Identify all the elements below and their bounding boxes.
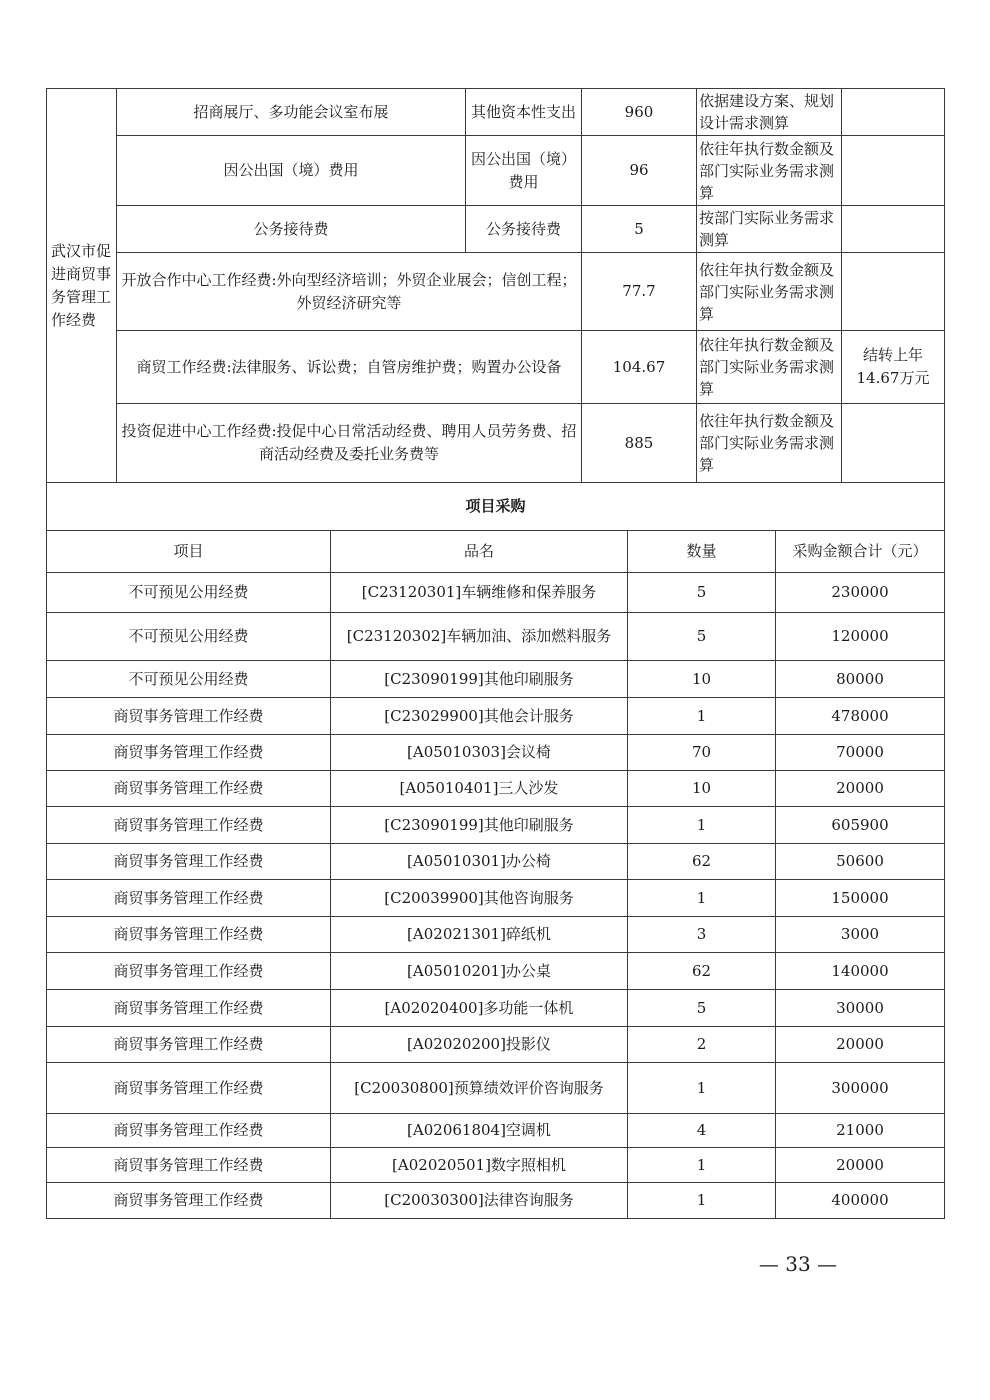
section-title: 项目采购: [47, 483, 945, 531]
table-row: [47, 1183, 945, 1219]
amount-cell: 3000: [776, 917, 945, 953]
basis-cell: 依往年执行数金额及部门实际业务需求测算: [697, 136, 842, 206]
quantity-cell: 62: [628, 844, 776, 880]
procurement-table: [46, 530, 945, 1219]
item-cell: 商贸事务管理工作经费: [47, 953, 331, 990]
amount-cell: 104.67: [582, 331, 697, 404]
remark-cell: [842, 404, 945, 483]
amount-cell: 150000: [776, 880, 945, 917]
product-cell: [C20039900]其他咨询服务: [331, 880, 628, 917]
table-row: [47, 573, 945, 613]
item-cell: 商贸事务管理工作经费: [47, 880, 331, 917]
table-row: [47, 331, 945, 404]
remark-cell: [842, 89, 945, 136]
budget-table: [46, 88, 945, 531]
table-row: [47, 206, 945, 253]
basis-cell: 依往年执行数金额及部门实际业务需求测算: [697, 331, 842, 404]
amount-cell: 605900: [776, 807, 945, 844]
category-cell: 公务接待费: [466, 206, 582, 253]
item-cell: 不可预见公用经费: [47, 573, 331, 613]
column-header-quantity: 数量: [628, 531, 776, 573]
product-cell: [A05010401]三人沙发: [331, 771, 628, 807]
remark-cell: [842, 136, 945, 206]
product-cell: [C23120302]车辆加油、添加燃料服务: [331, 613, 628, 661]
table-row: [47, 661, 945, 698]
quantity-cell: 10: [628, 771, 776, 807]
product-cell: [A02020501]数字照相机: [331, 1148, 628, 1183]
quantity-cell: 5: [628, 613, 776, 661]
product-cell: [C20030800]预算绩效评价咨询服务: [331, 1063, 628, 1114]
table-row: [47, 1148, 945, 1183]
item-cell: 商贸事务管理工作经费: [47, 1027, 331, 1063]
item-cell: 商贸事务管理工作经费: [47, 917, 331, 953]
item-cell: 商贸事务管理工作经费: [47, 807, 331, 844]
quantity-cell: 5: [628, 990, 776, 1027]
unit-cell: 武汉市促进商贸事务管理工作经费: [47, 89, 117, 483]
basis-cell: 依往年执行数金额及部门实际业务需求测算: [697, 253, 842, 331]
product-cell: [A05010201]办公桌: [331, 953, 628, 990]
product-cell: [C23029900]其他会计服务: [331, 698, 628, 735]
page-number: — 33 —: [758, 1252, 838, 1276]
table-row: [47, 89, 945, 136]
table-row: [47, 404, 945, 483]
amount-cell: 70000: [776, 735, 945, 771]
item-cell: 商贸事务管理工作经费: [47, 1148, 331, 1183]
amount-cell: 20000: [776, 1027, 945, 1063]
amount-cell: 400000: [776, 1183, 945, 1219]
header-row: [47, 531, 945, 573]
item-cell: 商贸事务管理工作经费: [47, 990, 331, 1027]
item-cell: 商贸事务管理工作经费: [47, 771, 331, 807]
amount-cell: 20000: [776, 771, 945, 807]
column-header-item: 项目: [47, 531, 331, 573]
quantity-cell: 2: [628, 1027, 776, 1063]
item-cell: 商贸事务管理工作经费: [47, 735, 331, 771]
amount-cell: 77.7: [582, 253, 697, 331]
remark-cell: [842, 206, 945, 253]
quantity-cell: 62: [628, 953, 776, 990]
item-cell: 不可预见公用经费: [47, 661, 331, 698]
category-cell: 其他资本性支出: [466, 89, 582, 136]
amount-cell: 50600: [776, 844, 945, 880]
quantity-cell: 70: [628, 735, 776, 771]
table-row: [47, 253, 945, 331]
table-row: [47, 735, 945, 771]
amount-cell: 230000: [776, 573, 945, 613]
quantity-cell: 4: [628, 1114, 776, 1148]
item-cell: 不可预见公用经费: [47, 613, 331, 661]
product-cell: [C20030300]法律咨询服务: [331, 1183, 628, 1219]
content-cell: 投资促进中心工作经费:投促中心日常活动经费、聘用人员劳务费、招商活动经费及委托业务费等: [117, 404, 582, 483]
product-cell: [C23120301]车辆维修和保养服务: [331, 573, 628, 613]
quantity-cell: 1: [628, 807, 776, 844]
remark-cell: [842, 253, 945, 331]
product-cell: [C23090199]其他印刷服务: [331, 807, 628, 844]
product-cell: [A02021301]碎纸机: [331, 917, 628, 953]
column-header-product: 品名: [331, 531, 628, 573]
procurement-body: [47, 531, 945, 1219]
basis-cell: 依据建设方案、规划设计需求测算: [697, 89, 842, 136]
table-row: [47, 844, 945, 880]
section-title-row: [47, 483, 945, 531]
category-cell: 因公出国（境）费用: [466, 136, 582, 206]
amount-cell: 120000: [776, 613, 945, 661]
amount-cell: 96: [582, 136, 697, 206]
amount-cell: 30000: [776, 990, 945, 1027]
column-header-amount: 采购金额合计（元）: [776, 531, 945, 573]
product-cell: [A02061804]空调机: [331, 1114, 628, 1148]
table-row: [47, 807, 945, 844]
table-row: [47, 880, 945, 917]
quantity-cell: 1: [628, 880, 776, 917]
amount-cell: 80000: [776, 661, 945, 698]
amount-cell: 21000: [776, 1114, 945, 1148]
basis-cell: 按部门实际业务需求测算: [697, 206, 842, 253]
amount-cell: 5: [582, 206, 697, 253]
amount-cell: 140000: [776, 953, 945, 990]
table-row: [47, 771, 945, 807]
quantity-cell: 3: [628, 917, 776, 953]
quantity-cell: 5: [628, 573, 776, 613]
item-cell: 商贸事务管理工作经费: [47, 1183, 331, 1219]
item-cell: 商贸事务管理工作经费: [47, 844, 331, 880]
quantity-cell: 1: [628, 1183, 776, 1219]
product-cell: [A05010301]办公椅: [331, 844, 628, 880]
amount-cell: 478000: [776, 698, 945, 735]
remark-cell: 结转上年14.67万元: [842, 331, 945, 404]
content-cell: 招商展厅、多功能会议室布展: [117, 89, 466, 136]
product-cell: [A02020400]多功能一体机: [331, 990, 628, 1027]
table-row: [47, 136, 945, 206]
amount-cell: 885: [582, 404, 697, 483]
item-cell: 商贸事务管理工作经费: [47, 698, 331, 735]
product-cell: [A02020200]投影仪: [331, 1027, 628, 1063]
table-row: [47, 1114, 945, 1148]
product-cell: [A05010303]会议椅: [331, 735, 628, 771]
quantity-cell: 1: [628, 698, 776, 735]
item-cell: 商贸事务管理工作经费: [47, 1114, 331, 1148]
table-row: [47, 1027, 945, 1063]
quantity-cell: 1: [628, 1063, 776, 1114]
content-cell: 因公出国（境）费用: [117, 136, 466, 206]
quantity-cell: 10: [628, 661, 776, 698]
basis-cell: 依往年执行数金额及部门实际业务需求测算: [697, 404, 842, 483]
amount-cell: 960: [582, 89, 697, 136]
amount-cell: 300000: [776, 1063, 945, 1114]
item-cell: 商贸事务管理工作经费: [47, 1063, 331, 1114]
table-row: [47, 990, 945, 1027]
table-row: [47, 1063, 945, 1114]
amount-cell: 20000: [776, 1148, 945, 1183]
table-row: [47, 698, 945, 735]
content-cell: 商贸工作经费:法律服务、诉讼费；自管房维护费；购置办公设备: [117, 331, 582, 404]
table-row: [47, 917, 945, 953]
table-row: [47, 953, 945, 990]
table-row: [47, 613, 945, 661]
product-cell: [C23090199]其他印刷服务: [331, 661, 628, 698]
content-cell: 公务接待费: [117, 206, 466, 253]
quantity-cell: 1: [628, 1148, 776, 1183]
content-cell: 开放合作中心工作经费:外向型经济培训；外贸企业展会；信创工程；外贸经济研究等: [117, 253, 582, 331]
